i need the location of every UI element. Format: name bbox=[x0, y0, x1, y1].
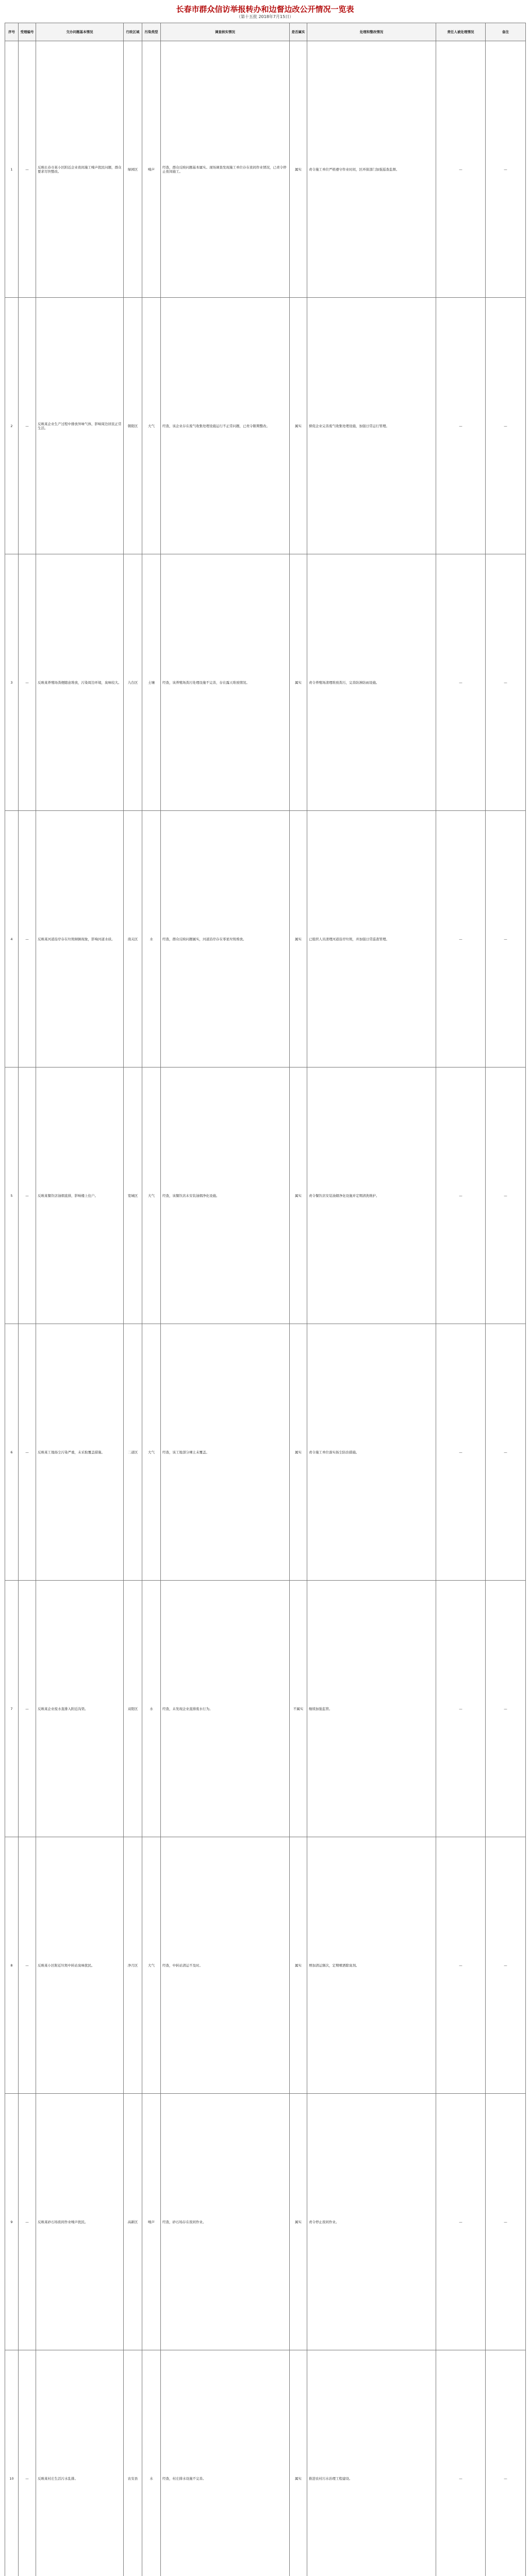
cell-resp: — bbox=[436, 1581, 486, 1837]
cell-note: — bbox=[486, 298, 526, 554]
table-row bbox=[5, 1837, 526, 2094]
cell-region: 双阳区 bbox=[124, 1581, 142, 1837]
cell-note: — bbox=[486, 1067, 526, 1324]
cell-desc: 反映某餐饮店油烟直排，影响楼上住户。 bbox=[36, 1067, 124, 1324]
document-title: 长春市群众信访举报转办和边督边改公开情况一览表 bbox=[176, 5, 354, 14]
cell-code: — bbox=[19, 811, 36, 1067]
cell-action: 继续加强监管。 bbox=[307, 1581, 436, 1837]
header-code: 受理编号 bbox=[19, 23, 36, 41]
cell-region: 绿园区 bbox=[124, 41, 142, 298]
cell-type: 大气 bbox=[142, 298, 161, 554]
cell-resp: — bbox=[436, 1324, 486, 1581]
cell-note: — bbox=[486, 811, 526, 1067]
header-verdict: 是否属实 bbox=[290, 23, 307, 41]
cell-type: 土壤 bbox=[142, 554, 161, 811]
cell-region: 二道区 bbox=[124, 1324, 142, 1581]
cell-action: 督促企业完善废气收集处理设施，加强日常运行管理。 bbox=[307, 298, 436, 554]
cell-region: 宽城区 bbox=[124, 1067, 142, 1324]
cell-desc: 反映某村庄生活污水乱排。 bbox=[36, 2350, 124, 2576]
table-row bbox=[5, 41, 526, 298]
cell-no: 5 bbox=[5, 1067, 19, 1324]
cell-verdict: 属实 bbox=[290, 1067, 307, 1324]
cell-type: 水 bbox=[142, 2350, 161, 2576]
header-findings: 调查核实情况 bbox=[161, 23, 290, 41]
cell-findings: 经查，群众反映问题基本属实。现场调查发现施工单位存在夜间作业情况，已责令停止夜间施工。 bbox=[161, 41, 290, 298]
cell-region: 朝阳区 bbox=[124, 298, 142, 554]
cell-note: — bbox=[486, 1581, 526, 1837]
cell-verdict: 属实 bbox=[290, 1837, 307, 2094]
table-row bbox=[5, 2350, 526, 2576]
cell-no: 6 bbox=[5, 1324, 19, 1581]
cell-no: 3 bbox=[5, 554, 19, 811]
cell-note: — bbox=[486, 2094, 526, 2350]
cell-desc: 反映某养殖场粪便随意堆放，污染周边环境，臭味较大。 bbox=[36, 554, 124, 811]
cell-code: — bbox=[19, 1837, 36, 2094]
cell-findings: 经查，该企业存在废气收集处理设施运行不正常问题，已责令限期整改。 bbox=[161, 298, 290, 554]
header-no: 序号 bbox=[5, 23, 19, 41]
cell-action: 责令施工单位落实扬尘防治措施。 bbox=[307, 1324, 436, 1581]
cell-findings: 经查，该养殖场粪污处理设施不完善，存在露天堆放情况。 bbox=[161, 554, 290, 811]
cell-region: 南关区 bbox=[124, 811, 142, 1067]
cell-no: 8 bbox=[5, 1837, 19, 2094]
cell-code: — bbox=[19, 554, 36, 811]
cell-type: 噪声 bbox=[142, 41, 161, 298]
cell-desc: 反映某企业生产过程中排放异味气体，影响周边居民正常生活。 bbox=[36, 298, 124, 554]
cell-note: — bbox=[486, 2350, 526, 2576]
cell-resp: — bbox=[436, 2094, 486, 2350]
cell-code: — bbox=[19, 1067, 36, 1324]
cell-action: 责令施工单位严格遵守作业时间，区环保部门加强巡查监督。 bbox=[307, 41, 436, 298]
table-header-row bbox=[5, 23, 526, 41]
cell-verdict: 属实 bbox=[290, 554, 307, 811]
cell-findings: 经查，砂石场存在夜间作业。 bbox=[161, 2094, 290, 2350]
cell-findings: 经查，该餐饮店未安装油烟净化设施。 bbox=[161, 1067, 290, 1324]
table-row bbox=[5, 1067, 526, 1324]
cell-type: 大气 bbox=[142, 1837, 161, 2094]
header-action: 处理和整改情况 bbox=[307, 23, 436, 41]
cell-action: 责令停止夜间作业。 bbox=[307, 2094, 436, 2350]
cell-verdict: 属实 bbox=[290, 2350, 307, 2576]
cell-code: — bbox=[19, 2350, 36, 2576]
cell-code: — bbox=[19, 41, 36, 298]
cell-type: 水 bbox=[142, 1581, 161, 1837]
table-row bbox=[5, 554, 526, 811]
header-type: 污染类型 bbox=[142, 23, 161, 41]
cell-no: 2 bbox=[5, 298, 19, 554]
table-row bbox=[5, 1324, 526, 1581]
cell-verdict: 属实 bbox=[290, 1324, 307, 1581]
cell-verdict: 属实 bbox=[290, 41, 307, 298]
cell-resp: — bbox=[436, 2350, 486, 2576]
cell-desc: 反映某河道沿岸存在垃圾倾倒现象，影响河道水质。 bbox=[36, 811, 124, 1067]
cell-code: — bbox=[19, 1581, 36, 1837]
cell-desc: 反映某企业废水直排入附近沟渠。 bbox=[36, 1581, 124, 1837]
cell-no: 7 bbox=[5, 1581, 19, 1837]
header-desc: 交办问题基本情况 bbox=[36, 23, 124, 41]
cell-desc: 反映长春市某小区附近企业夜间施工噪声扰民问题，群众要求尽快整改。 bbox=[36, 41, 124, 298]
cell-code: — bbox=[19, 298, 36, 554]
cell-findings: 经查，未发现企业直排废水行为。 bbox=[161, 1581, 290, 1837]
cell-note: — bbox=[486, 1837, 526, 2094]
cell-type: 大气 bbox=[142, 1324, 161, 1581]
cell-resp: — bbox=[436, 811, 486, 1067]
cell-code: — bbox=[19, 2094, 36, 2350]
cell-resp: — bbox=[436, 1837, 486, 2094]
cell-verdict: 属实 bbox=[290, 298, 307, 554]
cell-note: — bbox=[486, 554, 526, 811]
cell-region: 净月区 bbox=[124, 1837, 142, 2094]
cell-region: 高新区 bbox=[124, 2094, 142, 2350]
cell-findings: 经查，村庄排水设施不完善。 bbox=[161, 2350, 290, 2576]
cell-action: 推进农村污水治理工程建设。 bbox=[307, 2350, 436, 2576]
cell-region: 农安县 bbox=[124, 2350, 142, 2576]
cell-verdict: 属实 bbox=[290, 811, 307, 1067]
cell-desc: 反映某小区附近垃圾中转站臭味扰民。 bbox=[36, 1837, 124, 2094]
cell-desc: 反映某砂石场夜间作业噪声扰民。 bbox=[36, 2094, 124, 2350]
cell-action: 责令餐饮店安装油烟净化设施并定期清洗维护。 bbox=[307, 1067, 436, 1324]
cell-findings: 经查，中转站清运不及时。 bbox=[161, 1837, 290, 2094]
cell-verdict: 不属实 bbox=[290, 1581, 307, 1837]
table-row bbox=[5, 1581, 526, 1837]
cell-type: 大气 bbox=[142, 1067, 161, 1324]
cell-action: 增加清运频次，定期喷洒除臭剂。 bbox=[307, 1837, 436, 2094]
cell-no: 10 bbox=[5, 2350, 19, 2576]
cell-type: 噪声 bbox=[142, 2094, 161, 2350]
cell-findings: 经查，该工地部分裸土未覆盖。 bbox=[161, 1324, 290, 1581]
complaint-table bbox=[5, 23, 526, 2576]
cell-note: — bbox=[486, 41, 526, 298]
cell-verdict: 属实 bbox=[290, 2094, 307, 2350]
cell-resp: — bbox=[436, 298, 486, 554]
header-resp: 责任人被处理情况 bbox=[436, 23, 486, 41]
cell-note: — bbox=[486, 1324, 526, 1581]
cell-region: 九台区 bbox=[124, 554, 142, 811]
document-subtitle: （第十五批 2018年7月15日） bbox=[236, 14, 294, 19]
cell-desc: 反映某工地扬尘污染严重，未采取覆盖措施。 bbox=[36, 1324, 124, 1581]
header-note: 备注 bbox=[486, 23, 526, 41]
cell-type: 水 bbox=[142, 811, 161, 1067]
cell-resp: — bbox=[436, 554, 486, 811]
table-row bbox=[5, 298, 526, 554]
cell-no: 1 bbox=[5, 41, 19, 298]
cell-action: 已组织人员清理河道沿岸垃圾，并加强日常巡查管理。 bbox=[307, 811, 436, 1067]
table-row bbox=[5, 811, 526, 1067]
cell-resp: — bbox=[436, 41, 486, 298]
cell-action: 责令养殖场清理堆放粪污，完善防渗防雨设施。 bbox=[307, 554, 436, 811]
cell-resp: — bbox=[436, 1067, 486, 1324]
table-row bbox=[5, 2094, 526, 2350]
cell-no: 9 bbox=[5, 2094, 19, 2350]
header-region: 行政区域 bbox=[124, 23, 142, 41]
cell-code: — bbox=[19, 1324, 36, 1581]
cell-findings: 经查，群众反映问题属实，河道沿岸存在零星垃圾堆放。 bbox=[161, 811, 290, 1067]
cell-no: 4 bbox=[5, 811, 19, 1067]
table-body bbox=[5, 41, 526, 2576]
